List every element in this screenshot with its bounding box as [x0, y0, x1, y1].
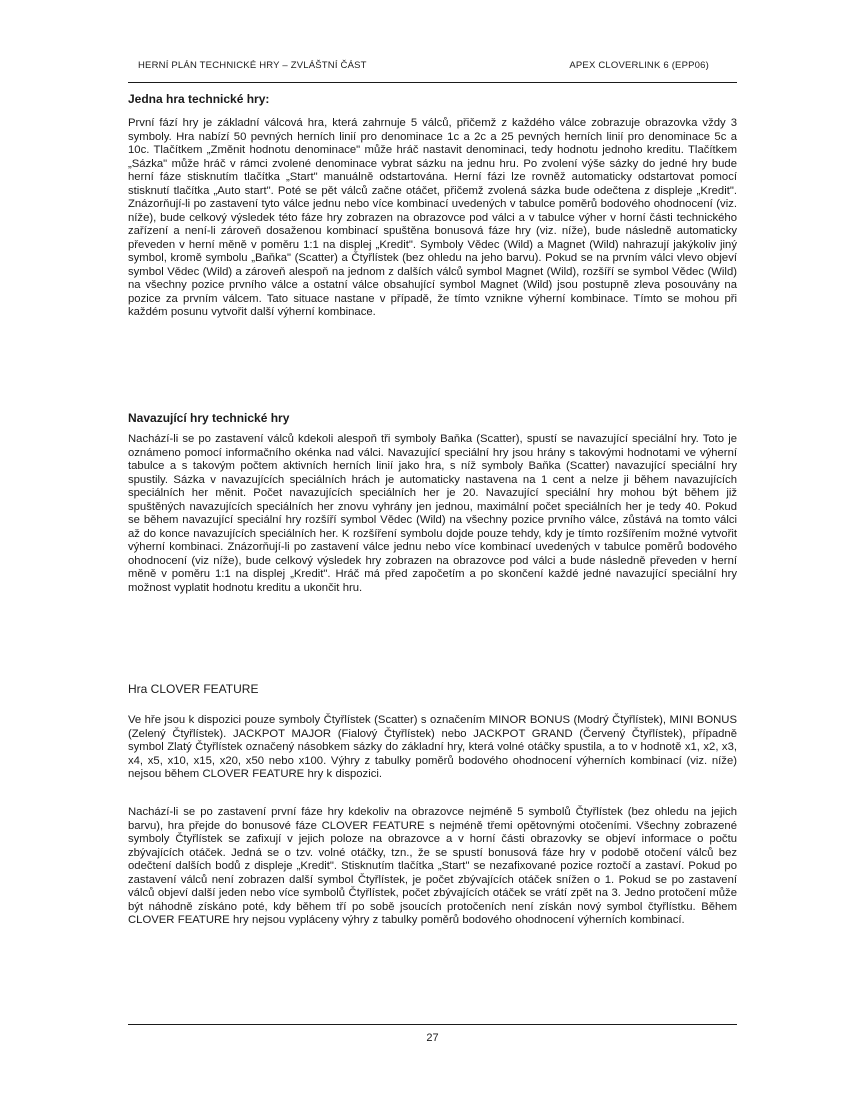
- section-heading-jedna-hra: Jedna hra technické hry:: [128, 92, 270, 106]
- paragraph-jedna-hra: První fází hry je základní válcová hra, která zahrnuje 5 válců, přičemž z každého válce zobrazuje obrazovka vždy 3 symboly. Hra nabízí 50 pevných herních linií pro denominace 1c a 2c a 25 pevných herních linií pro denominace 5c a 10c. Tlačítkem „Změnit hodnotu denominace" může hráč nastavit denominaci, tedy hodnotu jednoho kreditu. Tlačítkem „Sázka" může hráč v rámci zvolené denominace vybrat sázku na jednu hru. Po zvolení výše sázky do jedné hry bude herní fáze stisknutím tlačítka „Start" manuálně odstartována. Herní fázi lze rovněž automaticky odstartovat pomocí stisknutí tlačítka „Auto start". Poté se pět válců začne otáčet, přičemž zvolená sázka bude odečtena z displeje „Kredit". Znázorňují-li po zastavení tyto válce jednu nebo více kombinací uvedených v tabulce poměrů bodového ohodnocení (viz. níže), bude celkový výsledek této fáze hry zobrazen na obrazovce pod válci a v tabulce výher v horní části technického zařízení a není-li zároveň dosaženou kombinací spuštěna bonusová fáze hry (viz. níže), bude následně automaticky převeden v herní měně v poměru 1:1 na displej „Kredit". Symboly Vědec (Wild) a Magnet (Wild) nahrazují jakýkoliv jiný symbol, kromě symbolu „Baňka" (Scatter) a Čtyřlístek (bez ohledu na jeho barvu). Pokud se na prvním válci vlevo objeví symbol Vědec (Wild) a zároveň alespoň na jednom z dalších válců symbol Magnet (Wild), rozšíří se symbol Vědec (Wild) na všechny pozice prvního válce a ostatní válce obsahující symbol Magnet (Wild) jsou postupně zleva posouvány na pozice za prvním válcem. Tato situace nastane v případě, že tímto vznikne výherní kombinace. Tímto se mohou při každém posunu vytvořit další výherní kombinace.: [128, 117, 737, 318]
- section-heading-clover-feature: Hra CLOVER FEATURE: [128, 682, 259, 696]
- page-number: 27: [426, 1032, 439, 1044]
- section-heading-navazujici-hry: Navazující hry technické hry: [128, 411, 290, 425]
- header-left-title: HERNÍ PLÁN TECHNICKÉ HRY – ZVLÁŠTNÍ ČÁST: [138, 60, 367, 71]
- footer-divider: [128, 1024, 737, 1025]
- paragraph-navazujici-hry: Nachází-li se po zastavení válců kdekoli alespoň tři symboly Baňka (Scatter), spustí se navazující speciální hry. Toto je oznámeno pomocí informačního okénka nad válci. Navazující speciální hry jsou hrány s takovými hodnotami ve výherní tabulce a s takovým počtem aktivních herních linií jako hra, s níž symboly Baňka (Scatter) navazující speciální hry spustily. Sázka v navazujících speciálních hrách je automaticky nastavena na 1 cent a nelze ji během navazujících speciálních her měnit. Počet navazujících speciálních her je 20. Navazující speciální hry mohou být během již spuštěných navazujících speciálních her znovu vyhrány jen jednou, maximální počet speciálních her je tedy 40. Pokud se během navazující speciální hry rozšíří symbol Vědec (Wild) na všechny pozice prvního válce, zůstává na tomto válci až do konce navazujících speciálních her. K rozšíření symbolu dojde pouze tehdy, kdy je tímto rozšířením možné vytvořit výherní kombinaci. Znázorňují-li po zastavení válce jednu nebo více kombinací uvedených v tabulce poměrů bodového ohodnocení (viz níže), bude celkový výsledek hry zobrazen na obrazovce pod válci a bude následně převeden v herní měně v poměru 1:1 na displej „Kredit". Hráč má před započetím a po skončení každé jedné navazující speciální hry možnost vyplatit hodnotu kreditu a ukončit hru.: [128, 433, 737, 594]
- paragraph-clover-feature-1: Ve hře jsou k dispozici pouze symboly Čtyřlístek (Scatter) s označením MINOR BONUS (Modrý Čtyřlístek), MINI BONUS (Zelený Čtyřlístek). JACKPOT MAJOR (Fialový Čtyřlístek) nebo JACKPOT GRAND (Červený Čtyřlístek), případně symbol Zlatý Čtyřlístek označený násobkem sázky do základní hry, která volné otáčky spustila, a to v hodnotě x1, x2, x3, x4, x5, x10, x15, x20, x50 nebo x100. Výhry z tabulky poměrů bodového ohodnocení výherních kombinací (viz. níže) nejsou během CLOVER FEATURE hry k dispozici.: [128, 714, 737, 780]
- page-header: [128, 60, 737, 71]
- header-right-title: APEX CLOVERLINK 6 (EPP06): [569, 60, 709, 71]
- paragraph-clover-feature-2: Nachází-li se po zastavení první fáze hry kdekoliv na obrazovce nejméně 5 symbolů Čtyřlístek (bez ohledu na jejich barvu), hra přejde do bonusové fáze CLOVER FEATURE s nejméně třemi opětovnými otočeními. Všechny zobrazené symboly Čtyřlístek se zafixují v jejich poloze na obrazovce a v horní části obrazovky se objeví informace o počtu zbývajících otáček. Jedná se o tzv. volné otáčky, tzn., že se spustí bonusová fáze hry v podobě otočení válců bez odečtení dalších bodů z displeje „Kredit". Stisknutím tlačítka „Start" se nezafixované pozice roztočí a zastaví. Pokud po zastavení válců není zobrazen další symbol Čtyřlístek, je počet zbývajících otáček snížen o 1. Pokud se po zastavení válců objeví další jeden nebo více symbolů Čtyřlístek, počet zbývajících otáček se vrátí zpět na 3. Jedno protočení může být náhodně získáno poté, kdy během tří po sobě jsoucích protočeních není získán nový symbol čtyřlístku. Během CLOVER FEATURE hry nejsou vypláceny výhry z tabulky poměrů bodového ohodnocení výherních kombinací.: [128, 806, 737, 926]
- header-divider: [128, 82, 737, 83]
